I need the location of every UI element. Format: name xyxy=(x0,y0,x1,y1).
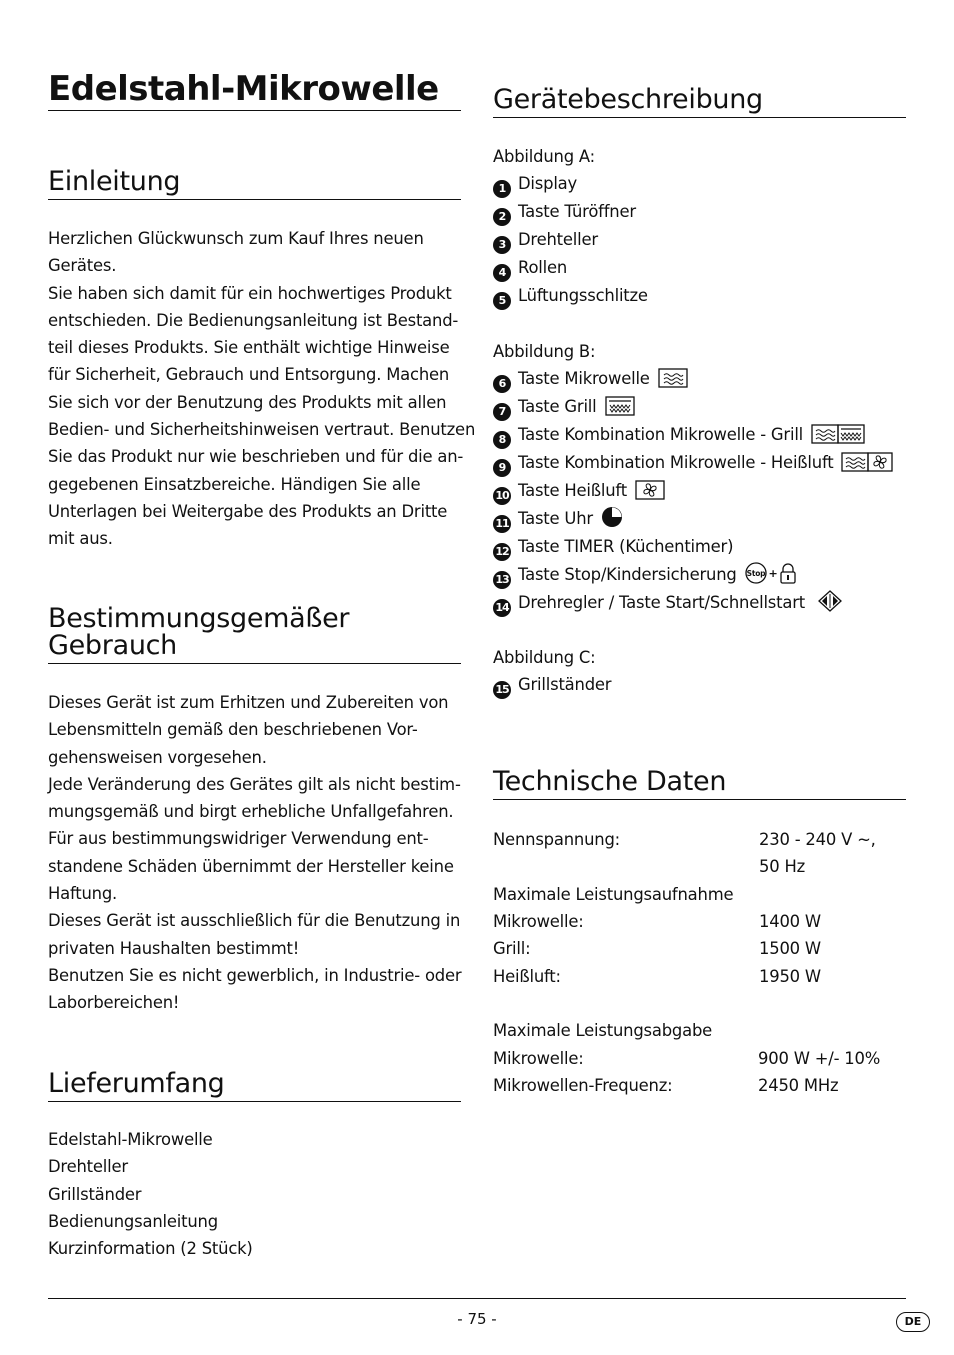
list-item xyxy=(493,365,906,393)
text-line: Sie das Produkt nur wie beschrieben und für die an- xyxy=(48,447,464,467)
item-label: Taste Mikrowelle xyxy=(518,368,650,388)
text-line: Haftung. xyxy=(48,884,118,904)
item-label: Taste Kombination Mikrowelle - Heißluft xyxy=(518,452,834,472)
text-line: für Sicherheit, Gebrauch und Entsorgung. Machen xyxy=(48,365,450,385)
text-line: Herzlichen Glückwunsch zum Kauf Ihres neuen xyxy=(48,229,424,248)
text-line: Laborbereichen! xyxy=(48,993,180,1013)
geraetebeschreibung-list xyxy=(493,143,906,699)
text-line: entschieden. Die Bedienungsanleitung ist Bestand- xyxy=(48,310,459,330)
list-item xyxy=(493,671,906,699)
clock-icon xyxy=(601,506,623,528)
item-label: Rollen xyxy=(518,258,568,278)
grill-icon xyxy=(605,396,635,416)
text-line: Für aus bestimmungswidriger Verwendung ent- xyxy=(48,829,429,849)
item-label: Lüftungsschlitze xyxy=(518,286,648,306)
hotair-fan-icon xyxy=(635,480,665,500)
stop-label: Stop xyxy=(746,568,765,578)
number-badge: 1 xyxy=(493,180,511,198)
list-item xyxy=(493,393,906,421)
item-label: Taste Türöffner xyxy=(518,202,636,222)
text-line: Unterlagen bei Weitergabe des Produkts an Dritte xyxy=(48,501,448,521)
table-value: 900 W +/- 10% xyxy=(758,1049,881,1068)
heading-line: Gebrauch xyxy=(48,630,177,661)
table-row: Mikrowelle: xyxy=(493,912,584,931)
item-label: Taste Stop/Kindersicherung xyxy=(518,564,737,584)
number-badge: 10 xyxy=(493,487,511,505)
number-badge: 6 xyxy=(493,375,511,393)
text-line: Sie haben sich damit für ein hochwertiges Produkt xyxy=(48,283,452,303)
text-line: Jede Veränderung des Gerätes gilt als nicht bestim- xyxy=(48,774,461,794)
text-line: Dieses Gerät ist ausschließlich für die Benutzung in xyxy=(48,911,461,931)
list-item xyxy=(493,589,906,617)
page-number: - 75 - xyxy=(457,1310,497,1328)
abbildung-c-label: Abbildung C: xyxy=(493,648,596,668)
text-line: privaten Haushalten bestimmt! xyxy=(48,938,300,958)
item-label: Grillständer xyxy=(518,675,612,695)
text-line: Gerätes. xyxy=(48,256,117,276)
heading-geraetebeschreibung: Gerätebeschreibung xyxy=(493,86,906,118)
microwave-icon xyxy=(658,368,688,388)
list-item: Grillständer xyxy=(48,1184,142,1204)
item-label: Drehregler / Taste Start/Schnellstart xyxy=(518,592,805,612)
table-row xyxy=(493,826,620,853)
number-badge: 15 xyxy=(493,681,511,699)
list-item xyxy=(493,282,906,310)
text-line: teil dieses Produkts. Sie enthält wichtige Hinweise xyxy=(48,338,450,358)
stop-lock-icon xyxy=(745,562,799,584)
table-value: 1950 W xyxy=(759,967,821,986)
row-label: Nennspannung: xyxy=(493,830,620,849)
list-item xyxy=(493,198,906,226)
abbildung-b-label: Abbildung B: xyxy=(493,341,596,361)
list-item xyxy=(493,477,906,505)
number-badge: 9 xyxy=(493,459,511,477)
list-item xyxy=(493,170,906,198)
text-line: Benutzen Sie es nicht gewerblich, in Industrie- oder xyxy=(48,965,462,985)
table-row: Maximale Leistungsabgabe xyxy=(493,1021,713,1040)
item-label: Taste Grill xyxy=(518,396,597,416)
number-badge: 5 xyxy=(493,292,511,310)
item-label: Drehteller xyxy=(518,230,598,250)
number-badge: 8 xyxy=(493,431,511,449)
language-badge: DE xyxy=(896,1312,930,1332)
item-label: Taste TIMER (Küchentimer) xyxy=(518,536,734,556)
table-value: 1400 W xyxy=(759,912,821,931)
list-item: Bedienungsanleitung xyxy=(48,1211,218,1231)
text-line: gehensweisen vorgesehen. xyxy=(48,747,267,767)
number-badge: 4 xyxy=(493,264,511,282)
footer-divider xyxy=(48,1298,906,1299)
text-line: Bedien- und Sicherheitshinweisen vertraut. Benutzen xyxy=(48,420,476,440)
start-dial-icon xyxy=(817,590,843,612)
text-line: Sie sich vor der Benutzung des Produkts mit allen xyxy=(48,392,447,412)
heading-lieferumfang: Lieferumfang xyxy=(48,1070,461,1102)
table-row: Heißluft: xyxy=(493,967,561,986)
plus-sign: + xyxy=(768,566,778,580)
microwave-hotair-icon xyxy=(841,452,893,472)
text-line: standene Schäden übernimmt der Hersteller keine xyxy=(48,856,454,876)
list-item: Kurzinformation (2 Stück) xyxy=(48,1239,253,1259)
table-value: 50 Hz xyxy=(759,857,805,876)
number-badge: 3 xyxy=(493,236,511,254)
list-item xyxy=(493,421,906,449)
heading-line: Bestimmungsgemäßer xyxy=(48,603,350,634)
list-item: Drehteller xyxy=(48,1157,128,1177)
text-line: Lebensmitteln gemäß den beschriebenen Vor- xyxy=(48,720,418,740)
heading-technische-daten: Technische Daten xyxy=(493,768,906,800)
table-row: Grill: xyxy=(493,939,531,958)
number-badge: 14 xyxy=(493,599,511,617)
text-line: mit aus. xyxy=(48,529,113,549)
text-line: gegebenen Einsatzbereiche. Händigen Sie alle xyxy=(48,474,421,494)
abbildung-a-label: Abbildung A: xyxy=(493,147,595,166)
table-value: 2450 MHz xyxy=(758,1076,839,1095)
number-badge: 12 xyxy=(493,543,511,561)
item-label: Taste Heißluft xyxy=(518,480,627,500)
heading-einleitung: Einleitung xyxy=(48,168,461,200)
text-line: Dieses Gerät ist zum Erhitzen und Zubereiten von xyxy=(48,693,449,712)
list-item xyxy=(493,449,906,477)
microwave-grill-icon xyxy=(811,424,865,444)
number-badge: 11 xyxy=(493,515,511,533)
heading-bestimmungsgemaesser-gebrauch xyxy=(48,605,461,664)
lieferumfang-list xyxy=(48,1126,461,1262)
list-item: Edelstahl-Mikrowelle xyxy=(48,1130,213,1149)
list-item xyxy=(493,533,906,561)
item-label: Taste Uhr xyxy=(518,508,593,528)
page-title: Edelstahl-Mikrowelle xyxy=(48,70,461,111)
table-value: 1500 W xyxy=(759,939,821,958)
einleitung-text xyxy=(48,225,476,553)
list-item xyxy=(493,226,906,254)
gebrauch-text xyxy=(48,689,461,1017)
item-label: Display xyxy=(518,174,578,194)
table-row: Maximale Leistungsaufnahme xyxy=(493,885,734,904)
list-item xyxy=(493,561,906,589)
number-badge: 13 xyxy=(493,571,511,589)
list-item xyxy=(493,505,906,533)
number-badge: 2 xyxy=(493,208,511,226)
table-row: Mikrowelle: xyxy=(493,1049,584,1068)
text-line: mungsgemäß und birgt erhebliche Unfallgefahren. xyxy=(48,802,454,822)
item-label: Taste Kombination Mikrowelle - Grill xyxy=(518,424,804,444)
list-item xyxy=(493,254,906,282)
table-row: Mikrowellen-Frequenz: xyxy=(493,1076,673,1095)
number-badge: 7 xyxy=(493,403,511,421)
table-value: 230 - 240 V ~, xyxy=(759,830,876,849)
